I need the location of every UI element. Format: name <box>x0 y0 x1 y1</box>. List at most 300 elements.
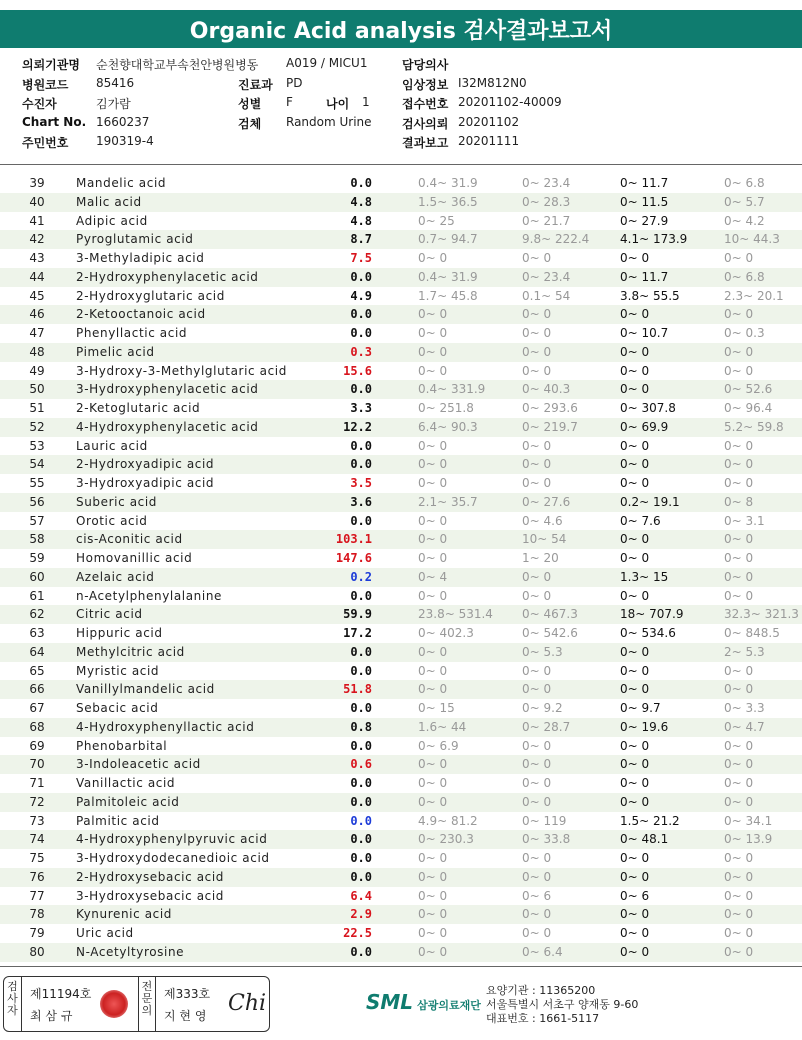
patient-info <box>0 50 802 165</box>
analyte-name: Citric acid <box>76 607 143 622</box>
info-value: 20201102-40009 <box>458 95 562 109</box>
reference-range-4: 0~ 0 <box>724 438 754 453</box>
table-row <box>0 343 802 362</box>
reference-range-2: 0~ 6 <box>522 888 552 903</box>
reference-range-1: 0~ 0 <box>418 457 448 472</box>
reference-range-1: 23.8~ 531.4 <box>418 607 493 622</box>
reference-range-3: 0~ 0 <box>620 344 650 359</box>
result-value: 2.9 <box>350 907 372 922</box>
analyte-name: 2-Ketooctanoic acid <box>76 307 206 322</box>
table-row <box>0 718 802 737</box>
table-row <box>0 512 802 531</box>
info-value: 김가람 <box>96 97 131 111</box>
dept-label: 진료과 <box>238 78 273 92</box>
reference-range-4: 0~ 0 <box>724 307 754 322</box>
reference-range-2: 0~ 0 <box>522 457 552 472</box>
reference-range-3: 0~ 0 <box>620 851 650 865</box>
result-value: 8.7 <box>350 232 372 247</box>
info-label: Chart No. <box>22 115 87 129</box>
age-value: 1 <box>362 95 370 109</box>
report-title: Organic Acid analysis 검사결과보고서 <box>0 10 802 48</box>
sex-value: F <box>286 95 293 109</box>
reference-range-4: 0~ 0 <box>724 551 754 565</box>
doctor-license: 제333호 <box>164 987 211 1001</box>
result-value: 0.0 <box>350 269 372 284</box>
table-row <box>0 887 802 906</box>
table-row <box>0 399 802 418</box>
analyte-name: 4-Hydroxyphenylacetic acid <box>76 419 259 434</box>
reference-range-2: 0~ 293.6 <box>522 401 578 415</box>
logo-name: 삼광의료재단 <box>417 998 481 1012</box>
table-row <box>0 568 802 587</box>
info-label: 주민번호 <box>22 136 69 150</box>
reference-range-4: 0~ 0 <box>724 457 754 472</box>
reference-range-1: 0~ 25 <box>418 213 455 228</box>
result-value: 0.0 <box>350 176 372 190</box>
analyte-name: 3-Hydroxyphenylacetic acid <box>76 382 259 397</box>
reference-range-1: 0~ 0 <box>418 907 448 922</box>
reference-range-4: 0~ 34.1 <box>724 813 773 828</box>
reference-range-2: 0~ 9.2 <box>522 701 563 715</box>
reference-range-4: 0~ 0 <box>724 344 754 359</box>
examiner-license: 제11194호 <box>30 987 92 1001</box>
reference-range-1: 0~ 0 <box>418 944 448 959</box>
sex-label: 성별 <box>238 97 262 111</box>
analyte-name: Palmitic acid <box>76 813 160 828</box>
row-number: 75 <box>29 851 45 865</box>
info-label: 담당의사 <box>402 58 449 72</box>
reference-range-4: 0~ 0 <box>724 532 754 547</box>
analyte-name: Pimelic acid <box>76 344 155 359</box>
reference-range-1: 0~ 0 <box>418 851 448 865</box>
table-row <box>0 174 802 193</box>
table-row <box>0 493 802 512</box>
institution-address <box>486 984 638 1026</box>
result-value: 22.5 <box>343 926 372 940</box>
analyte-name: 3-Methyladipic acid <box>76 251 205 265</box>
reference-range-3: 0~ 0 <box>620 251 650 265</box>
reference-range-2: 0~ 119 <box>522 813 567 828</box>
reference-range-2: 0~ 5.3 <box>522 644 563 659</box>
analyte-name: 2-Hydroxyphenylacetic acid <box>76 269 259 284</box>
reference-range-1: 0~ 6.9 <box>418 738 459 753</box>
result-value: 0.0 <box>350 588 372 603</box>
reference-range-1: 0~ 251.8 <box>418 401 474 415</box>
reference-range-1: 0~ 4 <box>418 569 448 584</box>
reference-range-4: 0~ 0 <box>724 888 754 903</box>
reference-range-4: 0~ 6.8 <box>724 176 765 190</box>
reference-range-1: 0~ 0 <box>418 344 448 359</box>
reference-range-1: 0~ 0 <box>418 794 448 809</box>
reference-range-3: 0~ 0 <box>620 588 650 603</box>
row-number: 43 <box>29 251 45 265</box>
reference-range-3: 1.3~ 15 <box>620 569 669 584</box>
result-value: 0.0 <box>350 382 372 397</box>
result-value: 0.0 <box>350 307 372 322</box>
reference-range-2: 0~ 0 <box>522 738 552 753</box>
row-number: 69 <box>29 738 45 753</box>
reference-range-2: 10~ 54 <box>522 532 567 547</box>
reference-range-3: 0~ 0 <box>620 663 650 678</box>
row-number: 76 <box>29 869 45 884</box>
table-row <box>0 530 802 549</box>
reference-range-4: 0~ 0 <box>724 869 754 884</box>
examiner-name: 최 삼 규 <box>30 1009 73 1023</box>
row-number: 79 <box>29 926 45 940</box>
reference-range-2: 0~ 40.3 <box>522 382 571 397</box>
reference-range-4: 0~ 0 <box>724 663 754 678</box>
reference-range-3: 0~ 307.8 <box>620 401 676 415</box>
reference-range-4: 0~ 0 <box>724 569 754 584</box>
reference-range-1: 0~ 0 <box>418 869 448 884</box>
info-value: 20201111 <box>458 134 520 148</box>
result-value: 0.0 <box>350 438 372 453</box>
row-number: 67 <box>29 701 45 715</box>
analyte-name: Kynurenic acid <box>76 907 173 922</box>
result-value: 3.3 <box>350 401 372 415</box>
reference-range-3: 0~ 11.5 <box>620 194 669 209</box>
reference-range-3: 0~ 27.9 <box>620 213 669 228</box>
reference-range-1: 0.4~ 331.9 <box>418 382 486 397</box>
result-value: 3.6 <box>350 494 372 509</box>
info-label: 수진자 <box>22 97 57 111</box>
row-number: 64 <box>29 644 45 659</box>
table-row <box>0 868 802 887</box>
row-number: 66 <box>29 682 45 697</box>
row-number: 60 <box>29 569 45 584</box>
info-label: 검사의뢰 <box>402 117 449 131</box>
reference-range-2: 0~ 0 <box>522 569 552 584</box>
reference-range-1: 0~ 0 <box>418 438 448 453</box>
row-number: 56 <box>29 494 45 509</box>
row-number: 42 <box>29 232 45 247</box>
reference-range-2: 0~ 27.6 <box>522 494 571 509</box>
reference-range-2: 0~ 0 <box>522 326 552 340</box>
table-row <box>0 305 802 324</box>
result-value: 0.0 <box>350 738 372 753</box>
analyte-name: 3-Hydroxysebacic acid <box>76 888 225 903</box>
reference-range-3: 0~ 0 <box>620 757 650 772</box>
reference-range-4: 0~ 0 <box>724 776 754 790</box>
result-value: 0.0 <box>350 326 372 340</box>
reference-range-3: 0~ 7.6 <box>620 513 661 528</box>
row-number: 58 <box>29 532 45 547</box>
row-number: 40 <box>29 194 45 209</box>
reference-range-3: 0~ 0 <box>620 926 650 940</box>
row-number: 59 <box>29 551 45 565</box>
reference-range-4: 0~ 0 <box>724 794 754 809</box>
age-label: 나이 <box>326 97 350 111</box>
row-number: 54 <box>29 457 45 472</box>
reference-range-4: 0~ 6.8 <box>724 269 765 284</box>
reference-range-2: 0~ 33.8 <box>522 832 571 847</box>
analyte-name: Suberic acid <box>76 494 158 509</box>
result-value: 147.6 <box>335 551 372 565</box>
analyte-name: Myristic acid <box>76 663 160 678</box>
reference-range-1: 0~ 0 <box>418 682 448 697</box>
reference-range-2: 0~ 0 <box>522 776 552 790</box>
row-number: 51 <box>29 401 45 415</box>
reference-range-2: 0~ 0 <box>522 682 552 697</box>
analyte-name: cis-Aconitic acid <box>76 532 183 547</box>
reference-range-3: 0~ 0 <box>620 551 650 565</box>
row-number: 49 <box>29 363 45 378</box>
reference-range-3: 0~ 11.7 <box>620 176 669 190</box>
reference-range-1: 0~ 0 <box>418 326 448 340</box>
info-value: 순천향대학교부속천안병원병동 <box>96 58 259 72</box>
logo-mark: SML <box>366 990 414 1014</box>
result-value: 0.0 <box>350 944 372 959</box>
reference-range-4: 0~ 0 <box>724 363 754 378</box>
result-value: 6.4 <box>350 888 372 903</box>
doctor-name: 지 현 영 <box>164 1009 207 1023</box>
row-number: 72 <box>29 794 45 809</box>
reference-range-1: 0~ 0 <box>418 363 448 378</box>
row-number: 55 <box>29 476 45 490</box>
info-value: 85416 <box>96 76 135 90</box>
table-row <box>0 287 802 306</box>
table-row <box>0 437 802 456</box>
reference-range-3: 0~ 0 <box>620 738 650 753</box>
seal-stamp <box>100 990 128 1018</box>
row-number: 74 <box>29 832 45 847</box>
analyte-name: Orotic acid <box>76 513 148 528</box>
analyte-name: n-Acetylphenylalanine <box>76 588 223 603</box>
reference-range-3: 0~ 0 <box>620 944 650 959</box>
reference-range-3: 0~ 11.7 <box>620 269 669 284</box>
table-row <box>0 774 802 793</box>
reference-range-1: 0~ 0 <box>418 644 448 659</box>
reference-range-3: 0~ 19.6 <box>620 719 669 734</box>
reference-range-3: 0~ 0 <box>620 382 650 397</box>
reference-range-3: 0~ 0 <box>620 869 650 884</box>
reference-range-1: 0.4~ 31.9 <box>418 176 478 190</box>
result-value: 51.8 <box>343 682 372 697</box>
table-row <box>0 605 802 624</box>
row-number: 39 <box>29 176 45 190</box>
footer <box>0 972 802 1040</box>
table-row <box>0 624 802 643</box>
table-row <box>0 812 802 831</box>
analyte-name: 3-Hydroxyadipic acid <box>76 476 215 490</box>
reference-range-2: 0~ 0 <box>522 251 552 265</box>
result-value: 0.0 <box>350 644 372 659</box>
reference-range-2: 0~ 467.3 <box>522 607 578 622</box>
reference-range-4: 10~ 44.3 <box>724 232 780 247</box>
reference-range-2: 0~ 0 <box>522 663 552 678</box>
table-row <box>0 212 802 231</box>
result-value: 0.0 <box>350 813 372 828</box>
result-value: 0.0 <box>350 776 372 790</box>
analyte-name: Mandelic acid <box>76 176 167 190</box>
reference-range-4: 0~ 0.3 <box>724 326 765 340</box>
result-value: 0.8 <box>350 719 372 734</box>
row-number: 65 <box>29 663 45 678</box>
dept-value: PD <box>286 76 303 90</box>
row-number: 50 <box>29 382 45 397</box>
reference-range-3: 0~ 0 <box>620 307 650 322</box>
reference-range-2: 0~ 6.4 <box>522 944 563 959</box>
result-value: 0.0 <box>350 513 372 528</box>
reference-range-4: 0~ 96.4 <box>724 401 773 415</box>
reference-range-2: 1~ 20 <box>522 551 559 565</box>
table-row <box>0 474 802 493</box>
result-value: 17.2 <box>343 626 372 640</box>
result-value: 7.5 <box>350 251 372 265</box>
reference-range-3: 4.1~ 173.9 <box>620 232 688 247</box>
result-value: 0.0 <box>350 869 372 884</box>
reference-range-1: 0.7~ 94.7 <box>418 232 478 247</box>
reference-range-3: 0~ 9.7 <box>620 701 661 715</box>
reference-range-4: 0~ 0 <box>724 588 754 603</box>
reference-range-2: 0.1~ 54 <box>522 288 571 303</box>
reference-range-4: 0~ 4.2 <box>724 213 765 228</box>
result-value: 0.0 <box>350 851 372 865</box>
reference-range-2: 9.8~ 222.4 <box>522 232 590 247</box>
row-number: 71 <box>29 776 45 790</box>
reference-range-2: 0~ 0 <box>522 476 552 490</box>
reference-range-1: 0~ 230.3 <box>418 832 474 847</box>
reference-range-4: 0~ 0 <box>724 251 754 265</box>
info-value: I32M812N0 <box>458 76 527 90</box>
result-value: 15.6 <box>343 363 372 378</box>
table-row <box>0 324 802 343</box>
analyte-name: Phenobarbital <box>76 738 168 753</box>
reference-range-4: 0~ 52.6 <box>724 382 773 397</box>
reference-range-1: 0~ 0 <box>418 476 448 490</box>
reference-range-2: 0~ 4.6 <box>522 513 563 528</box>
reference-range-4: 0~ 3.3 <box>724 701 765 715</box>
reference-range-2: 0~ 0 <box>522 794 552 809</box>
reference-range-3: 1.5~ 21.2 <box>620 813 680 828</box>
reference-range-1: 0~ 0 <box>418 776 448 790</box>
row-number: 77 <box>29 888 45 903</box>
table-row <box>0 643 802 662</box>
reference-range-1: 0~ 0 <box>418 307 448 322</box>
table-row <box>0 249 802 268</box>
result-value: 0.2 <box>350 569 372 584</box>
reference-range-1: 0~ 0 <box>418 757 448 772</box>
reference-range-4: 0~ 0 <box>724 738 754 753</box>
row-number: 47 <box>29 326 45 340</box>
reference-range-3: 0~ 0 <box>620 644 650 659</box>
row-number: 62 <box>29 607 45 622</box>
reference-range-1: 0~ 0 <box>418 588 448 603</box>
table-row <box>0 830 802 849</box>
result-value: 0.0 <box>350 701 372 715</box>
analyte-name: 3-Hydroxy-3-Methylglutaric acid <box>76 363 287 378</box>
reference-range-4: 2~ 5.3 <box>724 644 765 659</box>
analyte-name: Homovanillic acid <box>76 551 193 565</box>
reference-range-3: 0~ 0 <box>620 476 650 490</box>
reference-range-2: 0~ 542.6 <box>522 626 578 640</box>
result-value: 0.3 <box>350 344 372 359</box>
analyte-name: 4-Hydroxyphenyllactic acid <box>76 719 255 734</box>
reference-range-4: 0~ 0 <box>724 926 754 940</box>
table-row <box>0 737 802 756</box>
reference-range-4: 0~ 3.1 <box>724 513 765 528</box>
reference-range-4: 2.3~ 20.1 <box>724 288 784 303</box>
reference-range-1: 0~ 0 <box>418 532 448 547</box>
table-row <box>0 924 802 943</box>
result-value: 3.5 <box>350 476 372 490</box>
info-divider <box>0 164 802 165</box>
analyte-name: Azelaic acid <box>76 569 155 584</box>
sml-logo <box>366 990 481 1014</box>
reference-range-3: 0~ 0 <box>620 457 650 472</box>
info-value: 1660237 <box>96 115 150 129</box>
result-value: 0.0 <box>350 794 372 809</box>
row-number: 44 <box>29 269 45 284</box>
ward-value: A019 / MICU1 <box>286 56 368 70</box>
table-row <box>0 587 802 606</box>
row-number: 46 <box>29 307 45 322</box>
reference-range-3: 0.2~ 19.1 <box>620 494 680 509</box>
table-row <box>0 905 802 924</box>
analyte-name: Sebacic acid <box>76 701 159 715</box>
reference-range-2: 0~ 0 <box>522 588 552 603</box>
result-value: 4.8 <box>350 194 372 209</box>
reference-range-4: 0~ 5.7 <box>724 194 765 209</box>
reference-range-1: 0~ 0 <box>418 251 448 265</box>
analyte-name: 2-Ketoglutaric acid <box>76 401 201 415</box>
row-number: 45 <box>29 288 45 303</box>
reference-range-2: 0~ 0 <box>522 438 552 453</box>
signature-box <box>3 976 270 1032</box>
table-row <box>0 943 802 962</box>
reference-range-2: 0~ 23.4 <box>522 176 571 190</box>
table-row <box>0 418 802 437</box>
reference-range-3: 0~ 10.7 <box>620 326 669 340</box>
reference-range-3: 0~ 0 <box>620 682 650 697</box>
table-row <box>0 362 802 381</box>
analyte-name: 2-Hydroxyadipic acid <box>76 457 215 472</box>
reference-range-1: 4.9~ 81.2 <box>418 813 478 828</box>
reference-range-1: 0~ 0 <box>418 513 448 528</box>
reference-range-2: 0~ 0 <box>522 757 552 772</box>
reference-range-2: 0~ 219.7 <box>522 419 578 434</box>
table-row <box>0 549 802 568</box>
table-row <box>0 193 802 212</box>
result-value: 4.9 <box>350 288 372 303</box>
reference-range-2: 0~ 0 <box>522 926 552 940</box>
footer-divider <box>0 966 802 967</box>
analyte-name: Uric acid <box>76 926 134 940</box>
reference-range-4: 0~ 13.9 <box>724 832 773 847</box>
reference-range-2: 0~ 0 <box>522 851 552 865</box>
info-value: 20201102 <box>458 115 520 129</box>
reference-range-2: 0~ 21.7 <box>522 213 571 228</box>
table-row <box>0 380 802 399</box>
analyte-name: 4-Hydroxyphenylpyruvic acid <box>76 832 268 847</box>
reference-range-2: 0~ 0 <box>522 363 552 378</box>
result-value: 12.2 <box>343 419 372 434</box>
reference-range-1: 2.1~ 35.7 <box>418 494 478 509</box>
analyte-name: Malic acid <box>76 194 142 209</box>
result-value: 103.1 <box>335 532 372 547</box>
result-value: 59.9 <box>343 607 372 622</box>
reference-range-1: 0~ 15 <box>418 701 455 715</box>
analyte-name: Vanillactic acid <box>76 776 176 790</box>
result-value: 4.8 <box>350 213 372 228</box>
reference-range-4: 32.3~ 321.3 <box>724 607 799 622</box>
analyte-name: Hippuric acid <box>76 626 163 640</box>
specimen-value: Random Urine <box>286 115 372 129</box>
analyte-name: Phenyllactic acid <box>76 326 188 340</box>
reference-range-3: 0~ 0 <box>620 907 650 922</box>
reference-range-1: 1.5~ 36.5 <box>418 194 478 209</box>
doctor-label: 전 문 의 <box>138 977 156 1031</box>
